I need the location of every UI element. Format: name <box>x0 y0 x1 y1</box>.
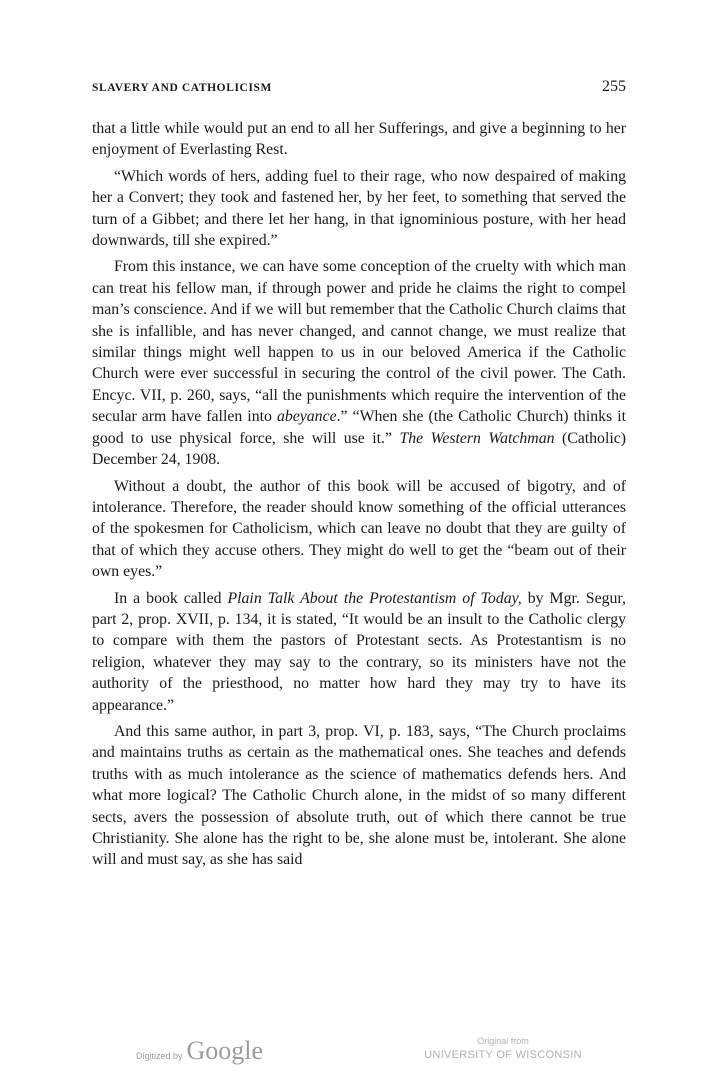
paragraph-3-text-b: .” “When she (the Catholic Church) thinks it good to use physical force, she will use it.” <box>92 408 627 447</box>
italic-book-title: Plain Talk About the Protestantism of Today, <box>227 589 522 607</box>
paragraph-3-text-c: (Catholic) December 24, 1908. <box>92 429 626 469</box>
origin-watermark <box>418 1036 588 1061</box>
running-head: SLAVERY AND CATHOLICISM <box>92 82 272 94</box>
paragraph-6: And this same author, in part 3, prop. VI, p. 183, says, “The Church proclaims and maintains truths as certain as the mathematical ones. She teaches and defends truths with as much intolerance as the science of mathematics defends hers. And what more logical? The Catholic Church alone, in the midst of so many different sects, avers the possession of absolute truth, out of which there cannot be true Christianity. She alone has the right to be, she alone must be, intolerant. She alone will and must say, as she has said <box>92 722 626 869</box>
paragraph-5 <box>92 588 626 716</box>
paragraph-2: “Which words of hers, adding fuel to their rage, who now despaired of making her a Convert; they took and fastened her, by her feet, to something that served the turn of a Gibbet; and there let her hang, in that ignominious posture, with her head downwards, till she expired.” <box>92 167 626 250</box>
google-logo: Google <box>186 1036 264 1065</box>
page-body <box>92 118 626 876</box>
digitized-by-watermark <box>136 1036 263 1066</box>
institution-name: UNIVERSITY OF WISCONSIN <box>424 1049 582 1061</box>
italic-abeyance: abeyance <box>276 408 337 426</box>
paragraph-3-text-a: From this instance, we can have some conception of the cruelty with which man can treat his fellow man, if through power and pride he claims the right to compel man’s conscience. And if we will but remember that the Catholic Church claims that she is infallible, and has never changed, and cannot change, we must realize that similar things might well happen to us in our beloved America if the Catholic Church were ever successful in securing the control of the civil power. The Cath. Encyc. VII, p. 260, says, “all the punishments which require the intervention of the secular arm have fallen into <box>92 258 626 426</box>
paragraph-4: Without a doubt, the author of this book will be accused of bigotry, and of intolerance. Therefore, the reader should know something of the official utterances of the spokesmen for Catholicism, which can leave no doubt that they are guilty of that of which they accuse others. They might do well to get the “beam out of their own eyes.” <box>92 477 626 581</box>
paragraph-3 <box>92 256 626 470</box>
paragraph-1: that a little while would put an end to all her Sufferings, and give a beginning to her enjoyment of Everlasting Rest. <box>92 120 626 159</box>
italic-western-watchman: The Western Watchman <box>399 429 555 447</box>
paragraph-5-text-a: In a book called <box>114 589 228 607</box>
page-number: 255 <box>602 78 626 95</box>
original-from-label: Original from <box>477 1036 529 1046</box>
digitized-by-label: Digitized by <box>136 1051 183 1061</box>
paragraph-5-text-b: by Mgr. Segur, part 2, prop. XVII, p. 134, it is stated, “It would be an insult to the Catholic clergy to compare with them the pastors of Protestant sects. As Protestantism is no religion, whatever they may say to the contrary, so its ministers have not the authority of the priesthood, no matter how hard they may try to have its appearance.” <box>92 589 626 714</box>
page-header <box>92 78 626 96</box>
